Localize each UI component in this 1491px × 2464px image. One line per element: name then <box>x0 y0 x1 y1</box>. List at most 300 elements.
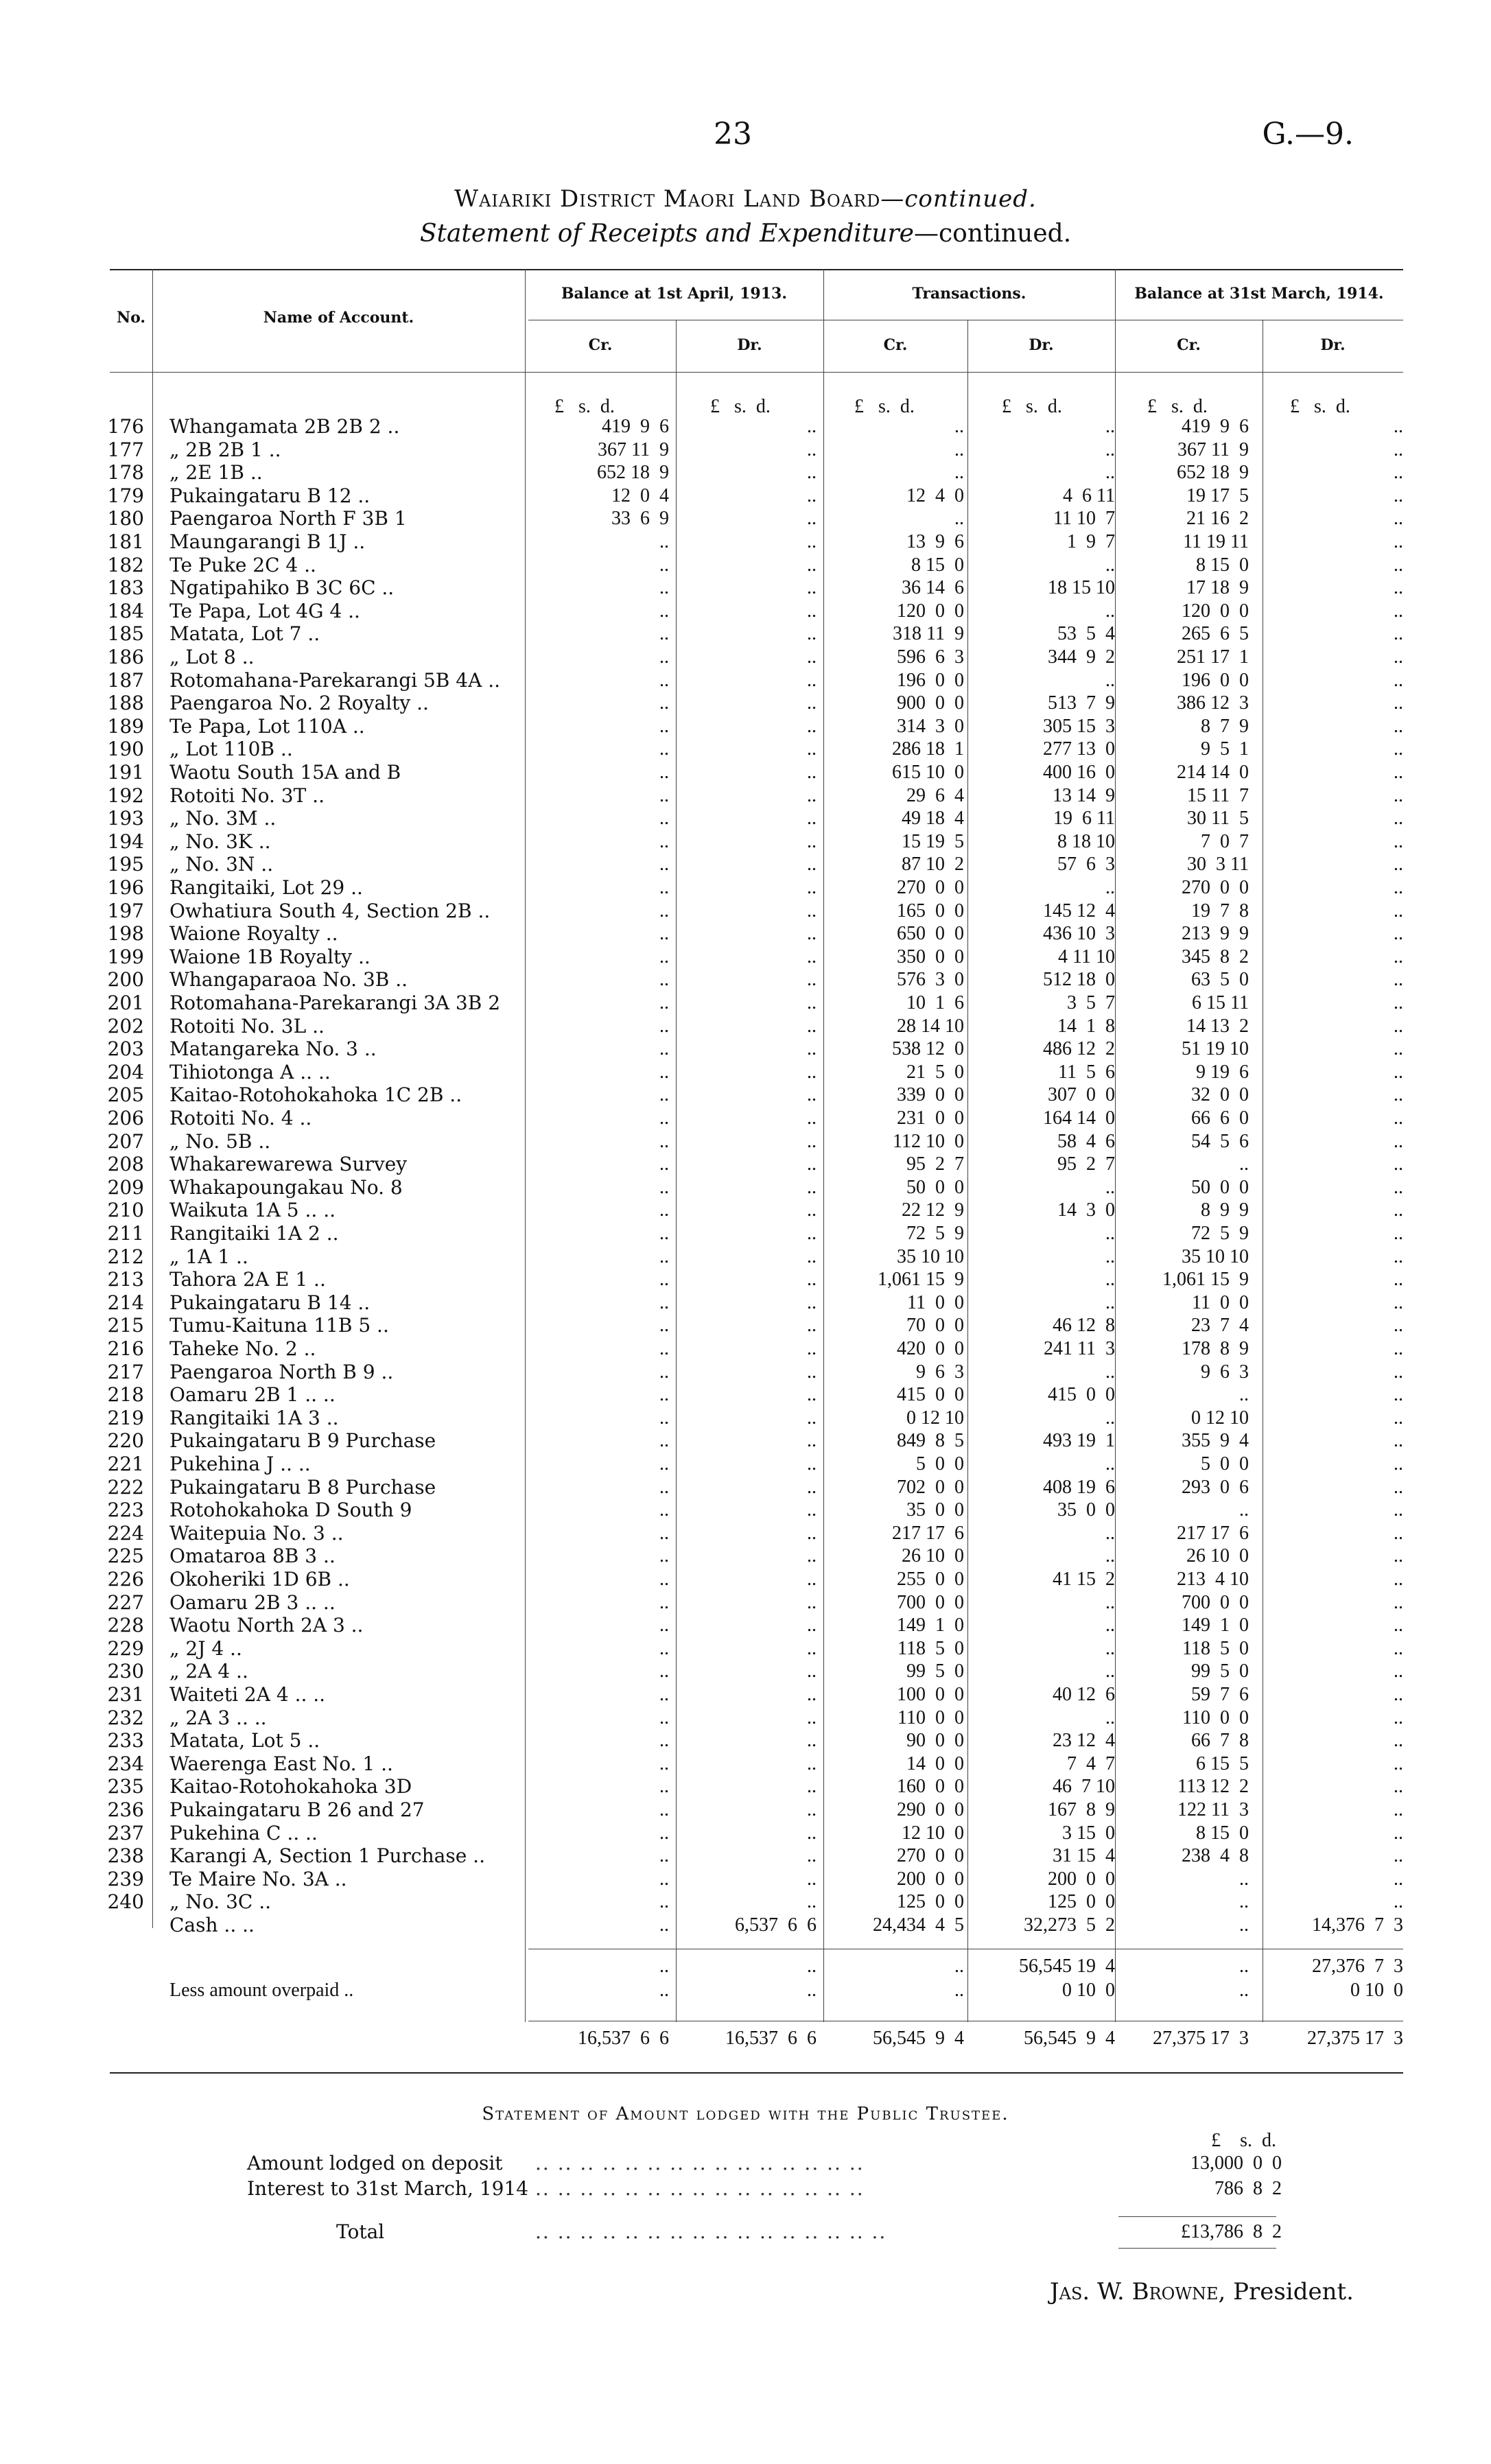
balance-1914-dr: .. <box>1394 462 1403 484</box>
transactions-dr: 512 18 0 <box>1043 969 1115 991</box>
transactions-cr: 160 0 0 <box>897 1776 964 1798</box>
transactions-cr: 420 0 0 <box>897 1338 964 1359</box>
balance-1914-dr: .. <box>1394 1752 1403 1774</box>
balance-1914-dr: .. <box>1394 854 1403 876</box>
rule <box>110 269 1403 270</box>
balance-1914-cr: 213 4 10 <box>1177 1569 1249 1590</box>
balance-1913-cr: 12 0 4 <box>611 484 669 506</box>
balance-1914-cr: 32 0 0 <box>1191 1084 1249 1106</box>
table-row <box>0 1914 1491 1937</box>
balance-1913-cr: .. <box>659 946 669 967</box>
table-row <box>0 1706 1491 1730</box>
transactions-cr: 14 0 0 <box>906 1752 964 1774</box>
row-number: 217 <box>107 1360 144 1383</box>
balance-1913-cr: .. <box>659 808 669 830</box>
balance-1913-cr: .. <box>659 1153 669 1175</box>
units-label: £ s. d. <box>1290 396 1350 417</box>
balance-1913-cr: .. <box>659 1245 669 1267</box>
transactions-dr: 7 4 7 <box>1067 1752 1115 1774</box>
row-number: 233 <box>107 1729 144 1752</box>
row-number: 195 <box>107 853 144 876</box>
balance-1913-dr: .. <box>807 808 817 830</box>
transactions-cr: 15 19 5 <box>902 830 964 852</box>
total-c4: 56,545 9 4 <box>1024 2028 1115 2049</box>
transactions-cr: 125 0 0 <box>897 1891 964 1913</box>
balance-1913-dr: .. <box>807 1706 817 1728</box>
account-name: Pukaingataru B 14 .. <box>169 1291 371 1314</box>
row-number: 183 <box>107 576 144 600</box>
row-number: 240 <box>107 1890 144 1914</box>
row-number: 186 <box>107 646 144 668</box>
transactions-dr: .. <box>1105 1223 1115 1244</box>
account-name: „ 1A 1 .. <box>169 1245 248 1268</box>
table-row <box>0 1822 1491 1845</box>
balance-1914-dr: .. <box>1394 1615 1403 1636</box>
balance-1914-cr: 9 19 6 <box>1196 1061 1249 1083</box>
balance-1914-dr: .. <box>1394 416 1403 437</box>
row-number: 225 <box>107 1545 144 1568</box>
transactions-dr: 19 6 11 <box>1053 808 1115 830</box>
balance-1914-dr: .. <box>1394 600 1403 622</box>
table-row <box>0 1660 1491 1683</box>
table-row <box>0 900 1491 923</box>
table-row <box>0 692 1491 715</box>
account-name: Matata, Lot 5 .. <box>169 1729 320 1752</box>
transactions-cr: 9 6 3 <box>916 1361 964 1383</box>
account-name: Maungarangi B 1J .. <box>169 530 366 553</box>
row-number: 177 <box>107 438 144 461</box>
balance-1914-cr: 700 0 0 <box>1182 1591 1249 1613</box>
balance-1914-dr: .. <box>1394 1661 1403 1682</box>
account-name: Rotomahana-Parekarangi 3A 3B 2 <box>169 992 501 1014</box>
transactions-dr: .. <box>1105 1361 1115 1383</box>
row-number: 219 <box>107 1406 144 1429</box>
transactions-dr: 3 5 7 <box>1067 992 1115 1013</box>
transactions-cr: 270 0 0 <box>897 877 964 898</box>
row-number: 209 <box>107 1175 144 1199</box>
units-label: £ s. d. <box>554 396 615 417</box>
balance-1914-dr: .. <box>1394 1845 1403 1867</box>
transactions-dr: 145 12 4 <box>1043 900 1115 922</box>
balance-1913-dr: .. <box>807 1569 817 1590</box>
row-number: 200 <box>107 968 144 992</box>
subtotal-c4: 56,545 19 4 <box>1019 1956 1115 1977</box>
overpaid-c3: .. <box>954 1980 964 2001</box>
rule <box>1118 2248 1276 2249</box>
balance-1913-dr: .. <box>807 992 817 1013</box>
balance-1914-cr: 11 0 0 <box>1192 1291 1249 1313</box>
transactions-cr: 29 6 4 <box>906 784 964 806</box>
transactions-dr: 125 0 0 <box>1048 1891 1115 1913</box>
balance-1914-cr: 9 5 1 <box>1201 738 1249 760</box>
row-number: 204 <box>107 1060 144 1083</box>
balance-1913-dr: .. <box>807 1407 817 1429</box>
account-name: Waikuta 1A 5 .. .. <box>169 1199 336 1222</box>
row-number: 223 <box>107 1499 144 1522</box>
account-name: Rangitaiki 1A 3 .. <box>169 1406 339 1429</box>
balance-1914-cr: 21 16 2 <box>1186 508 1249 530</box>
table-row <box>0 1037 1491 1061</box>
table-row <box>0 761 1491 784</box>
transactions-dr: 13 14 9 <box>1053 784 1115 806</box>
account-name: „ No. 3K .. <box>169 830 271 853</box>
balance-1914-cr: 419 9 6 <box>1182 416 1249 437</box>
table-row <box>0 1130 1491 1153</box>
row-number: 196 <box>107 876 144 899</box>
balance-1913-dr: .. <box>807 969 817 991</box>
balance-1913-dr: .. <box>807 830 817 852</box>
public-trustee-label: Amount lodged on deposit <box>247 2152 503 2174</box>
table-row <box>0 646 1491 669</box>
balance-1913-cr: .. <box>659 1084 669 1106</box>
balance-1913-dr: .. <box>807 600 817 622</box>
subtotal-c6: 27,376 7 3 <box>1312 1956 1403 1977</box>
balance-1914-dr: .. <box>1394 784 1403 806</box>
balance-1913-cr: .. <box>659 1361 669 1383</box>
balance-1913-cr: .. <box>659 1107 669 1129</box>
transactions-dr: 513 7 9 <box>1048 692 1115 714</box>
row-number: 182 <box>107 553 144 576</box>
overpaid-c1: .. <box>659 1980 669 2001</box>
account-name: Paengaroa North F 3B 1 <box>169 507 407 530</box>
balance-1913-cr: .. <box>659 1061 669 1083</box>
balance-1913-cr: .. <box>659 1752 669 1774</box>
transactions-dr: 200 0 0 <box>1048 1868 1115 1890</box>
header-balance-1914: Balance at 31st March, 1914. <box>1134 285 1384 303</box>
balance-1914-cr: 59 7 6 <box>1191 1684 1249 1705</box>
table-row <box>0 1107 1491 1130</box>
balance-1913-cr: .. <box>659 1776 669 1798</box>
balance-1913-cr: .. <box>659 1499 669 1521</box>
transactions-dr: 31 15 4 <box>1053 1845 1115 1867</box>
row-number: 197 <box>107 899 144 922</box>
account-name: Pukaingataru B 12 .. <box>169 484 371 507</box>
balance-1913-cr: 419 9 6 <box>602 416 669 437</box>
transactions-cr: 72 5 9 <box>906 1223 964 1244</box>
balance-1914-cr: 251 17 1 <box>1177 646 1249 668</box>
balance-1913-cr: .. <box>659 923 669 945</box>
account-name: „ 2A 4 .. <box>169 1660 248 1683</box>
public-trustee-total-label: Total <box>336 2220 385 2243</box>
account-name: Pukehina C .. .. <box>169 1821 318 1844</box>
balance-1913-dr: .. <box>807 1591 817 1613</box>
leader-dots: .. .. .. .. .. .. .. .. .. .. .. .. .. .. .. .. <box>535 2220 887 2243</box>
transactions-dr: 305 15 3 <box>1043 715 1115 737</box>
transactions-cr: .. <box>954 508 964 530</box>
balance-1913-cr: .. <box>659 1338 669 1359</box>
balance-1914-cr: 293 0 6 <box>1182 1476 1249 1498</box>
table-row <box>0 484 1491 508</box>
subtotal-c2: .. <box>807 1956 817 1977</box>
balance-1914-cr: 238 4 8 <box>1182 1845 1249 1867</box>
transactions-cr: 339 0 0 <box>897 1084 964 1106</box>
signature-role: , President. <box>1218 2278 1354 2305</box>
balance-1913-dr: .. <box>807 1684 817 1705</box>
transactions-dr: .. <box>1105 1176 1115 1198</box>
balance-1913-dr: .. <box>807 416 817 437</box>
balance-1914-dr: .. <box>1394 1061 1403 1083</box>
balance-1914-cr: 17 18 9 <box>1186 577 1249 599</box>
transactions-dr: .. <box>1105 1591 1115 1613</box>
row-number: 198 <box>107 922 144 946</box>
account-name: Rangitaiki 1A 2 .. <box>169 1222 339 1245</box>
transactions-dr: 46 12 8 <box>1053 1315 1115 1337</box>
table-row <box>0 1337 1491 1361</box>
balance-1913-dr: .. <box>807 1338 817 1359</box>
subtotal-c3: .. <box>954 1956 964 1977</box>
transactions-cr: 90 0 0 <box>906 1730 964 1752</box>
balance-1913-dr: .. <box>807 577 817 599</box>
balance-1913-dr: .. <box>807 462 817 484</box>
balance-1913-dr: .. <box>807 1752 817 1774</box>
balance-1913-cr: .. <box>659 1522 669 1544</box>
table-row <box>0 507 1491 530</box>
account-name: Pukaingataru B 8 Purchase <box>169 1475 436 1499</box>
transactions-cr: 35 0 0 <box>906 1499 964 1521</box>
transactions-cr: 87 10 2 <box>902 854 964 876</box>
balance-1914-dr: .. <box>1394 1269 1403 1291</box>
balance-1913-cr: .. <box>659 577 669 599</box>
balance-1914-cr: 72 5 9 <box>1191 1223 1249 1244</box>
header-dr: Dr. <box>1320 336 1346 354</box>
row-number: 192 <box>107 784 144 807</box>
transactions-cr: 231 0 0 <box>897 1107 964 1129</box>
balance-1913-cr: .. <box>659 1315 669 1337</box>
balance-1913-dr: .. <box>807 784 817 806</box>
balance-1914-dr: .. <box>1394 531 1403 552</box>
transactions-dr: .. <box>1105 1245 1115 1267</box>
balance-1914-dr: .. <box>1394 623 1403 645</box>
transactions-dr: 486 12 2 <box>1043 1038 1115 1060</box>
row-number: 232 <box>107 1706 144 1729</box>
overpaid-c2: .. <box>807 1980 817 2001</box>
transactions-cr: 650 0 0 <box>897 923 964 945</box>
table-row <box>0 1476 1491 1499</box>
balance-1914-cr: 63 5 0 <box>1191 969 1249 991</box>
table-row <box>0 1407 1491 1430</box>
transactions-cr: 118 5 0 <box>897 1637 964 1659</box>
account-name: Waotu North 2A 3 .. <box>169 1614 364 1637</box>
balance-1914-cr: 66 7 8 <box>1191 1730 1249 1752</box>
account-name: „ 2J 4 .. <box>169 1636 242 1660</box>
table-row <box>0 1752 1491 1776</box>
row-number: 187 <box>107 668 144 692</box>
transactions-dr: 8 18 10 <box>1057 830 1115 852</box>
balance-1914-dr: 14,376 7 3 <box>1312 1914 1403 1936</box>
balance-1914-cr: .. <box>1239 1891 1249 1913</box>
row-number: 181 <box>107 530 144 553</box>
transactions-cr: .. <box>954 416 964 437</box>
table-row <box>0 738 1491 761</box>
account-name: Pukaingataru B 26 and 27 <box>169 1798 425 1821</box>
balance-1914-cr: 50 0 0 <box>1191 1176 1249 1198</box>
balance-1914-cr: 15 11 7 <box>1187 784 1249 806</box>
table-row <box>0 807 1491 830</box>
row-number: 228 <box>107 1614 144 1637</box>
table-row <box>0 554 1491 577</box>
balance-1913-cr: .. <box>659 600 669 622</box>
balance-1913-dr: .. <box>807 1730 817 1752</box>
balance-1913-cr: .. <box>659 1038 669 1060</box>
account-name: Waione Royalty .. <box>169 922 338 946</box>
overpaid-c6: 0 10 0 <box>1350 1980 1403 2001</box>
balance-1914-cr: 6 15 11 <box>1192 992 1249 1013</box>
table-row <box>0 1383 1491 1407</box>
account-name: Waitepuia No. 3 .. <box>169 1521 344 1545</box>
balance-1913-cr: .. <box>659 1015 669 1037</box>
balance-1914-cr: 355 9 4 <box>1182 1430 1249 1452</box>
balance-1914-cr: 110 0 0 <box>1182 1706 1249 1728</box>
balance-1913-dr: .. <box>807 623 817 645</box>
table-row <box>0 1591 1491 1615</box>
balance-1913-cr: .. <box>659 1199 669 1221</box>
total-c1: 16,537 6 6 <box>578 2028 669 2049</box>
row-number: 180 <box>107 507 144 530</box>
balance-1913-cr: .. <box>659 1891 669 1913</box>
balance-1914-dr: .. <box>1394 738 1403 760</box>
balance-1914-cr: 178 8 9 <box>1182 1338 1249 1359</box>
transactions-cr: 36 14 6 <box>902 577 964 599</box>
table-row <box>0 1568 1491 1591</box>
row-number: 188 <box>107 692 144 715</box>
account-name: Waiteti 2A 4 .. .. <box>169 1683 326 1706</box>
account-name: Pukehina J .. .. <box>169 1453 311 1475</box>
table-row <box>0 922 1491 946</box>
transactions-dr: 14 3 0 <box>1057 1199 1115 1221</box>
balance-1913-dr: .. <box>807 1891 817 1913</box>
transactions-cr: 415 0 0 <box>897 1384 964 1406</box>
balance-1913-dr: .. <box>807 738 817 760</box>
table-row <box>0 1683 1491 1706</box>
account-name: Rotoiti No. 4 .. <box>169 1107 312 1129</box>
balance-1913-dr: .. <box>807 1453 817 1475</box>
table-row <box>0 1545 1491 1568</box>
balance-1913-dr: .. <box>807 1637 817 1659</box>
balance-1914-cr: 6 15 5 <box>1196 1752 1249 1774</box>
balance-1914-cr: 345 8 2 <box>1182 946 1249 967</box>
transactions-dr: 41 15 2 <box>1053 1569 1115 1590</box>
transactions-dr: 4 6 11 <box>1063 484 1115 506</box>
signature <box>1050 2278 1354 2305</box>
balance-1913-cr: .. <box>659 1591 669 1613</box>
account-name: Matangareka No. 3 .. <box>169 1037 377 1061</box>
balance-1914-cr: 11 19 11 <box>1183 531 1249 552</box>
balance-1914-cr: 270 0 0 <box>1182 877 1249 898</box>
table-row <box>0 992 1491 1015</box>
row-number: 234 <box>107 1752 144 1775</box>
transactions-dr: 493 19 1 <box>1043 1430 1115 1452</box>
balance-1914-dr: .. <box>1394 877 1403 898</box>
balance-1913-dr: .. <box>807 1315 817 1337</box>
header-cr: Cr. <box>588 336 613 354</box>
transactions-cr: 255 0 0 <box>897 1569 964 1590</box>
balance-1913-cr: .. <box>659 1706 669 1728</box>
row-number: 227 <box>107 1591 144 1614</box>
balance-1914-cr: .. <box>1239 1499 1249 1521</box>
transactions-dr: .. <box>1105 1291 1115 1313</box>
balance-1913-dr: .. <box>807 1499 817 1521</box>
transactions-dr: .. <box>1105 877 1115 898</box>
account-name: „ No. 5B .. <box>169 1129 271 1153</box>
balance-1914-cr: 51 19 10 <box>1182 1038 1249 1060</box>
transactions-cr: 849 8 5 <box>897 1430 964 1452</box>
account-name: „ Lot 110B .. <box>169 738 293 761</box>
transactions-cr: 702 0 0 <box>897 1476 964 1498</box>
transactions-dr: 32,273 5 2 <box>1024 1914 1115 1936</box>
account-name: Rotohokahoka D South 9 <box>169 1499 412 1522</box>
balance-1914-dr: .. <box>1394 1730 1403 1752</box>
table-row <box>0 461 1491 484</box>
row-number: 231 <box>107 1683 144 1706</box>
balance-1914-cr: 14 13 2 <box>1186 1015 1249 1037</box>
balance-1914-cr: 0 12 10 <box>1191 1407 1249 1429</box>
transactions-cr: 615 10 0 <box>892 762 964 783</box>
balance-1914-cr: 8 7 9 <box>1201 715 1249 737</box>
transactions-dr: 1 9 7 <box>1067 531 1115 552</box>
transactions-cr: 538 12 0 <box>892 1038 964 1060</box>
balance-1913-cr: .. <box>659 1291 669 1313</box>
transactions-dr: .. <box>1105 669 1115 691</box>
account-name: Whakapoungakau No. 8 <box>169 1175 403 1199</box>
balance-1913-cr: .. <box>659 715 669 737</box>
transactions-cr: 5 0 0 <box>916 1453 964 1475</box>
total-c3: 56,545 9 4 <box>873 2028 964 2049</box>
balance-1913-dr: .. <box>807 484 817 506</box>
transactions-cr: 70 0 0 <box>906 1315 964 1337</box>
balance-1913-cr: .. <box>659 1130 669 1152</box>
balance-1913-dr: .. <box>807 554 817 576</box>
transactions-cr: 24,434 4 5 <box>873 1914 964 1936</box>
units-label: £ s. d. <box>1002 396 1062 417</box>
balance-1913-dr: .. <box>807 1269 817 1291</box>
transactions-cr: .. <box>954 438 964 460</box>
row-number: 208 <box>107 1153 144 1176</box>
balance-1914-dr: .. <box>1394 1430 1403 1452</box>
transactions-dr: .. <box>1105 416 1115 437</box>
transactions-cr: 290 0 0 <box>897 1799 964 1820</box>
balance-1913-cr: .. <box>659 531 669 552</box>
balance-1913-dr: 6,537 6 6 <box>735 1914 817 1936</box>
balance-1914-cr: 213 9 9 <box>1182 923 1249 945</box>
balance-1913-cr: .. <box>659 1661 669 1682</box>
total-c6: 27,375 17 3 <box>1307 2028 1403 2049</box>
balance-1913-dr: .. <box>807 1084 817 1106</box>
balance-1914-dr: .. <box>1394 1384 1403 1406</box>
transactions-dr: 46 7 10 <box>1053 1776 1115 1798</box>
balance-1913-cr: .. <box>659 1407 669 1429</box>
balance-1913-dr: .. <box>807 900 817 922</box>
table-row <box>0 1844 1491 1868</box>
balance-1913-cr: .. <box>659 784 669 806</box>
balance-1913-cr: .. <box>659 969 669 991</box>
balance-1913-dr: .. <box>807 1153 817 1175</box>
balance-1914-cr: 196 0 0 <box>1182 669 1249 691</box>
account-name: Ngatipahiko B 3C 6C .. <box>169 576 395 600</box>
account-name: Pukaingataru B 9 Purchase <box>169 1429 436 1453</box>
account-name: Rotoiti No. 3L .. <box>169 1014 325 1037</box>
subtotal-c1: .. <box>659 1956 669 1977</box>
balance-1914-dr: .. <box>1394 554 1403 576</box>
row-number: 235 <box>107 1775 144 1798</box>
transactions-cr: 95 2 7 <box>906 1153 964 1175</box>
balance-1913-dr: .. <box>807 669 817 691</box>
row-number: 222 <box>107 1475 144 1499</box>
transactions-dr: 307 0 0 <box>1048 1084 1115 1106</box>
balance-1914-cr: 26 10 0 <box>1186 1545 1249 1567</box>
transactions-dr: 40 12 6 <box>1053 1684 1115 1705</box>
balance-1914-dr: .. <box>1394 1107 1403 1129</box>
header-name: Name of Account. <box>263 309 414 327</box>
